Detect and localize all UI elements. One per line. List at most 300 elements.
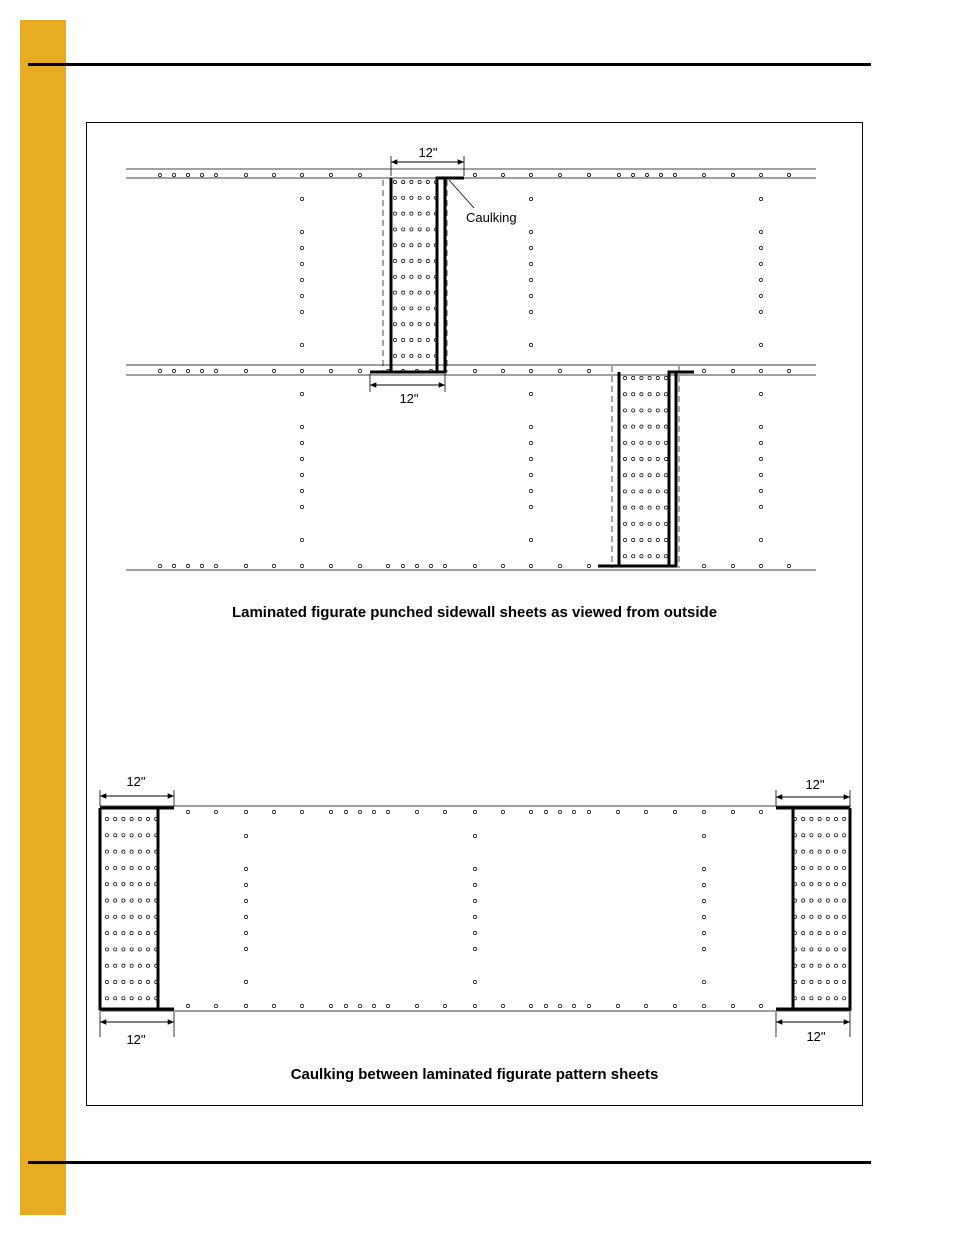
bolt-hole <box>393 354 396 357</box>
bolt-hole <box>130 980 133 983</box>
bolt-hole <box>114 948 117 951</box>
bolt-hole <box>105 964 108 967</box>
bolt-hole <box>122 817 125 820</box>
bolt-hole <box>426 228 429 231</box>
bolt-hole <box>826 997 829 1000</box>
bolt-hole <box>114 964 117 967</box>
bolt-hole <box>843 883 846 886</box>
bolt-hole <box>632 506 635 509</box>
bolt-hole <box>105 915 108 918</box>
bolt-hole <box>843 948 846 951</box>
bolt-hole <box>843 964 846 967</box>
bolt-hole <box>146 932 149 935</box>
bolt-hole <box>300 564 303 567</box>
bolt-hole <box>426 180 429 183</box>
bolt-hole <box>731 369 734 372</box>
bolt-hole <box>146 997 149 1000</box>
bolt-hole <box>418 275 421 278</box>
bolt-hole <box>759 810 762 813</box>
bolt-hole <box>818 980 821 983</box>
bolt-hole <box>122 834 125 837</box>
bolt-hole <box>664 474 667 477</box>
bolt-hole <box>759 310 762 313</box>
bolt-hole <box>759 262 762 265</box>
bolt-hole <box>834 915 837 918</box>
bolt-hole <box>122 932 125 935</box>
bolt-hole <box>473 173 476 176</box>
lap-outline <box>437 178 464 372</box>
bolt-hole <box>386 564 389 567</box>
bolt-hole <box>818 915 821 918</box>
bolt-hole <box>826 948 829 951</box>
bolt-hole <box>410 228 413 231</box>
bolt-hole <box>843 932 846 935</box>
bolt-hole <box>426 244 429 247</box>
bolt-hole <box>632 393 635 396</box>
bolt-hole <box>818 866 821 869</box>
bolt-hole <box>802 997 805 1000</box>
bolt-hole <box>138 817 141 820</box>
bolt-hole <box>418 180 421 183</box>
bolt-hole <box>214 810 217 813</box>
bolt-hole <box>130 817 133 820</box>
bolt-hole-pattern <box>105 173 845 1007</box>
bolt-hole <box>529 392 532 395</box>
bolt-hole <box>818 817 821 820</box>
bolt-hole <box>300 197 303 200</box>
bolt-hole <box>843 980 846 983</box>
bolt-hole <box>114 915 117 918</box>
bolt-hole <box>122 915 125 918</box>
bolt-hole <box>105 866 108 869</box>
bolt-hole <box>843 997 846 1000</box>
bolt-hole <box>272 1004 275 1007</box>
bolt-hole <box>429 564 432 567</box>
bolt-hole <box>358 1004 361 1007</box>
bolt-hole <box>702 915 705 918</box>
bolt-hole <box>300 230 303 233</box>
bolt-hole <box>138 948 141 951</box>
bolt-hole <box>623 506 626 509</box>
bolt-hole <box>558 173 561 176</box>
bolt-hole <box>386 1004 389 1007</box>
bolt-hole <box>244 834 247 837</box>
bolt-hole <box>105 883 108 886</box>
bolt-hole <box>105 932 108 935</box>
bolt-hole <box>158 564 161 567</box>
bolt-hole <box>402 244 405 247</box>
bolt-hole <box>656 409 659 412</box>
bolt-hole <box>138 866 141 869</box>
bolt-hole <box>105 899 108 902</box>
bolt-hole <box>656 474 659 477</box>
bolt-hole <box>810 866 813 869</box>
bolt-hole <box>529 173 532 176</box>
bolt-hole <box>623 490 626 493</box>
bolt-hole <box>244 810 247 813</box>
bolt-hole <box>130 834 133 837</box>
bolt-hole <box>810 964 813 967</box>
caulking-callout-label: Caulking <box>466 210 517 225</box>
bolt-hole <box>787 564 790 567</box>
bolt-hole <box>386 810 389 813</box>
bolt-hole <box>501 564 504 567</box>
bolt-hole <box>393 259 396 262</box>
bolt-hole <box>616 810 619 813</box>
lap-outline <box>370 178 391 372</box>
dimension-lines <box>100 156 850 1037</box>
bolt-hole <box>402 180 405 183</box>
bolt-hole <box>648 409 651 412</box>
bolt-hole <box>105 980 108 983</box>
bolt-hole <box>138 964 141 967</box>
bolt-hole <box>529 262 532 265</box>
bolt-hole <box>426 354 429 357</box>
bolt-hole <box>759 538 762 541</box>
bolt-hole <box>122 948 125 951</box>
bolt-hole <box>843 866 846 869</box>
bolt-hole <box>138 980 141 983</box>
bottom-diagram-caption: Caulking between laminated figurate pattern sheets <box>290 1066 659 1083</box>
bolt-hole <box>122 899 125 902</box>
bolt-hole <box>759 369 762 372</box>
bolt-hole <box>300 489 303 492</box>
bolt-hole <box>802 866 805 869</box>
bolt-hole <box>731 810 734 813</box>
bolt-hole <box>410 212 413 215</box>
bolt-hole <box>393 244 396 247</box>
bolt-hole <box>826 964 829 967</box>
bolt-hole <box>146 980 149 983</box>
bolt-hole <box>443 810 446 813</box>
bolt-hole <box>402 291 405 294</box>
bolt-hole <box>529 425 532 428</box>
bolt-hole <box>826 817 829 820</box>
bolt-hole <box>393 307 396 310</box>
bolt-hole <box>300 538 303 541</box>
bolt-hole <box>810 850 813 853</box>
bolt-hole <box>759 230 762 233</box>
bolt-hole <box>759 1004 762 1007</box>
bolt-hole <box>648 376 651 379</box>
bolt-hole <box>130 915 133 918</box>
bolt-hole <box>623 555 626 558</box>
bolt-hole <box>826 899 829 902</box>
bolt-hole <box>810 817 813 820</box>
bolt-hole <box>272 173 275 176</box>
bolt-hole <box>146 850 149 853</box>
bolt-hole <box>114 817 117 820</box>
bolt-hole <box>329 1004 332 1007</box>
bolt-hole <box>759 197 762 200</box>
bolt-hole <box>826 915 829 918</box>
bolt-hole <box>826 850 829 853</box>
bolt-hole <box>130 997 133 1000</box>
bolt-hole <box>834 964 837 967</box>
bolt-hole <box>818 850 821 853</box>
bolt-hole <box>244 173 247 176</box>
bolt-hole <box>418 323 421 326</box>
bolt-hole <box>146 915 149 918</box>
bolt-hole <box>372 1004 375 1007</box>
bolt-hole <box>632 490 635 493</box>
bolt-hole <box>810 915 813 918</box>
bolt-hole <box>146 883 149 886</box>
bolt-hole <box>648 425 651 428</box>
bolt-hole <box>802 817 805 820</box>
bolt-hole <box>418 228 421 231</box>
bolt-hole <box>802 948 805 951</box>
dim-label-bottom-left-upper: 12" <box>126 774 146 789</box>
bolt-hole <box>572 1004 575 1007</box>
bolt-hole <box>648 555 651 558</box>
bolt-hole <box>244 947 247 950</box>
bolt-hole <box>114 997 117 1000</box>
bolt-hole <box>329 173 332 176</box>
bolt-hole <box>130 932 133 935</box>
bolt-hole <box>393 291 396 294</box>
bolt-hole <box>393 180 396 183</box>
bolt-hole <box>656 457 659 460</box>
bolt-hole <box>810 980 813 983</box>
bolt-hole <box>473 947 476 950</box>
bolt-hole <box>105 834 108 837</box>
bolt-hole <box>802 915 805 918</box>
bolt-hole <box>410 180 413 183</box>
bolt-hole <box>702 564 705 567</box>
bolt-hole <box>272 369 275 372</box>
bolt-hole <box>843 817 846 820</box>
bolt-hole <box>645 173 648 176</box>
bolt-hole <box>473 931 476 934</box>
bolt-hole <box>130 948 133 951</box>
bolt-hole <box>105 948 108 951</box>
bolt-hole <box>834 899 837 902</box>
bolt-hole <box>544 810 547 813</box>
bolt-hole <box>648 474 651 477</box>
sheet-edge-lines <box>100 169 851 1011</box>
bolt-hole <box>818 948 821 951</box>
bolt-hole <box>818 899 821 902</box>
bolt-hole <box>402 338 405 341</box>
bolt-hole <box>640 409 643 412</box>
bolt-hole <box>810 834 813 837</box>
bolt-hole <box>818 883 821 886</box>
bolt-hole <box>648 522 651 525</box>
bolt-hole <box>664 425 667 428</box>
bolt-hole <box>759 392 762 395</box>
bolt-hole <box>640 393 643 396</box>
bolt-hole <box>138 850 141 853</box>
bolt-hole <box>300 294 303 297</box>
bolt-hole <box>818 932 821 935</box>
bolt-hole <box>787 173 790 176</box>
bolt-hole <box>473 834 476 837</box>
bolt-hole <box>214 1004 217 1007</box>
bolt-hole <box>834 817 837 820</box>
bolt-hole <box>843 899 846 902</box>
bolt-hole <box>114 850 117 853</box>
bolt-hole <box>640 425 643 428</box>
bolt-hole <box>702 883 705 886</box>
bolt-hole <box>818 834 821 837</box>
bolt-hole <box>158 369 161 372</box>
bolt-hole <box>834 997 837 1000</box>
bolt-hole <box>300 278 303 281</box>
bolt-hole <box>443 564 446 567</box>
bolt-hole <box>344 810 347 813</box>
bolt-hole <box>529 310 532 313</box>
lap-joint-outlines <box>100 178 850 1009</box>
bolt-hole <box>138 883 141 886</box>
bolt-hole <box>344 1004 347 1007</box>
bolt-hole <box>623 522 626 525</box>
bolt-hole <box>623 474 626 477</box>
bolt-hole <box>393 228 396 231</box>
bolt-hole <box>200 564 203 567</box>
bolt-hole <box>244 369 247 372</box>
bolt-hole <box>172 564 175 567</box>
bolt-hole <box>648 538 651 541</box>
bolt-hole <box>632 441 635 444</box>
top-diagram-caption: Laminated figurate punched sidewall sheets as viewed from outside <box>231 604 718 621</box>
bolt-hole <box>818 997 821 1000</box>
bolt-hole <box>731 1004 734 1007</box>
bolt-hole <box>702 931 705 934</box>
bolt-hole <box>329 810 332 813</box>
bolt-hole <box>130 866 133 869</box>
bolt-hole <box>640 538 643 541</box>
bolt-hole <box>244 883 247 886</box>
bolt-hole <box>826 866 829 869</box>
bolt-hole <box>114 883 117 886</box>
bolt-hole <box>656 393 659 396</box>
bolt-hole <box>529 505 532 508</box>
bolt-hole <box>473 867 476 870</box>
bolt-hole <box>329 564 332 567</box>
bolt-hole <box>826 883 829 886</box>
bolt-hole <box>186 1004 189 1007</box>
bolt-hole <box>656 522 659 525</box>
bolt-hole <box>810 899 813 902</box>
bolt-hole <box>130 899 133 902</box>
bolt-hole <box>759 457 762 460</box>
bolt-hole <box>759 489 762 492</box>
bolt-hole <box>640 555 643 558</box>
bolt-hole <box>632 474 635 477</box>
bolt-hole <box>393 196 396 199</box>
bolt-hole <box>759 564 762 567</box>
bolt-hole <box>418 196 421 199</box>
bolt-hole <box>623 376 626 379</box>
bolt-hole <box>473 1004 476 1007</box>
bolt-hole <box>644 810 647 813</box>
bolt-hole <box>402 323 405 326</box>
bolt-hole <box>802 850 805 853</box>
bolt-hole <box>834 834 837 837</box>
bolt-hole <box>529 1004 532 1007</box>
bolt-hole <box>300 173 303 176</box>
bolt-hole <box>244 867 247 870</box>
bolt-hole <box>529 538 532 541</box>
bolt-hole <box>587 564 590 567</box>
bolt-hole <box>244 899 247 902</box>
bolt-hole <box>759 343 762 346</box>
bolt-hole <box>529 246 532 249</box>
bolt-hole <box>272 564 275 567</box>
lap-outline <box>100 808 158 1009</box>
bolt-hole <box>393 323 396 326</box>
bolt-hole <box>529 197 532 200</box>
bolt-hole <box>632 425 635 428</box>
bolt-hole <box>664 490 667 493</box>
bolt-hole <box>640 474 643 477</box>
bolt-hole <box>759 278 762 281</box>
bolt-hole <box>623 441 626 444</box>
bolt-hole <box>759 425 762 428</box>
dim-label-top-lower: 12" <box>399 391 419 406</box>
bolt-hole <box>640 441 643 444</box>
bolt-hole <box>186 369 189 372</box>
bolt-hole <box>587 810 590 813</box>
bolt-hole <box>300 246 303 249</box>
bolt-hole <box>130 883 133 886</box>
bolt-hole <box>393 338 396 341</box>
bolt-hole <box>138 997 141 1000</box>
bolt-hole <box>834 948 837 951</box>
bolt-hole <box>664 457 667 460</box>
bolt-hole <box>802 980 805 983</box>
bolt-hole <box>826 980 829 983</box>
bolt-hole <box>410 291 413 294</box>
bolt-hole <box>834 980 837 983</box>
bolt-hole <box>648 490 651 493</box>
bolt-hole <box>300 392 303 395</box>
bolt-hole <box>122 883 125 886</box>
dim-label-bottom-right-lower: 12" <box>806 1029 826 1044</box>
bolt-hole <box>473 369 476 372</box>
bolt-hole <box>529 473 532 476</box>
bolt-hole <box>415 1004 418 1007</box>
bolt-hole <box>802 899 805 902</box>
bolt-hole <box>214 173 217 176</box>
bolt-hole <box>529 343 532 346</box>
bolt-hole <box>114 866 117 869</box>
bolt-hole <box>146 899 149 902</box>
bolt-hole <box>105 817 108 820</box>
bolt-hole <box>802 883 805 886</box>
bolt-hole <box>172 369 175 372</box>
bolt-hole <box>402 196 405 199</box>
bolt-hole <box>130 850 133 853</box>
bolt-hole <box>473 915 476 918</box>
bolt-hole <box>702 947 705 950</box>
bolt-hole <box>572 810 575 813</box>
bolt-hole <box>410 196 413 199</box>
bolt-hole <box>558 564 561 567</box>
bolt-hole <box>186 173 189 176</box>
bolt-hole <box>702 980 705 983</box>
bolt-hole <box>401 564 404 567</box>
bolt-hole <box>673 173 676 176</box>
bolt-hole <box>632 538 635 541</box>
bolt-hole <box>426 323 429 326</box>
bolt-hole <box>664 538 667 541</box>
bolt-hole <box>300 457 303 460</box>
bolt-hole <box>300 343 303 346</box>
bolt-hole <box>426 196 429 199</box>
bolt-hole <box>702 173 705 176</box>
